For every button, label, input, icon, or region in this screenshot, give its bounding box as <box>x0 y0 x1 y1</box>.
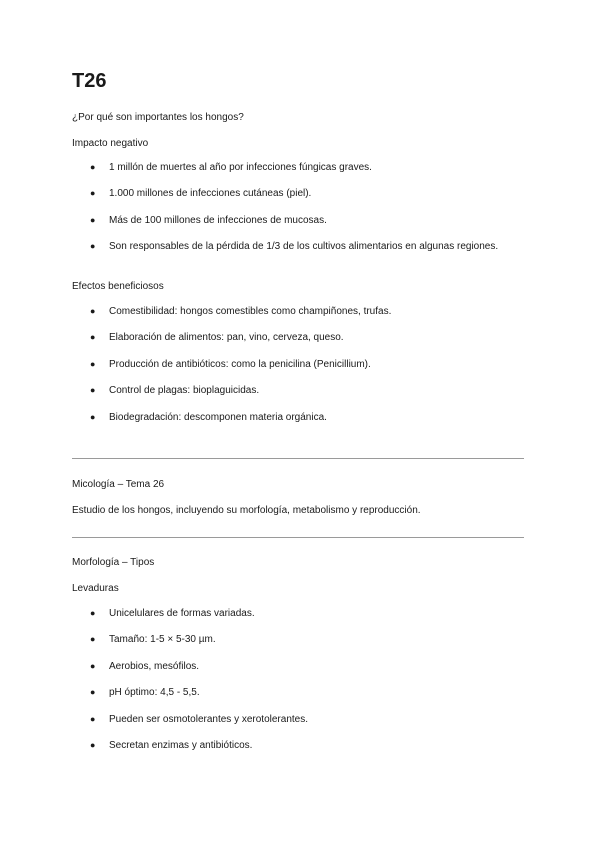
micology-heading: Micología – Tema 26 <box>72 479 165 490</box>
micology-description: Estudio de los hongos, incluyendo su morfología, metabolismo y reproducción. <box>72 505 421 516</box>
bullet-icon: ● <box>90 739 96 750</box>
bullet-icon: ● <box>90 332 96 343</box>
beneficial-heading: Efectos beneficiosos <box>72 281 164 292</box>
bullet-icon: ● <box>90 634 96 645</box>
bullet-icon: ● <box>90 188 96 199</box>
bullet-icon: ● <box>90 660 96 671</box>
bullet-icon: ● <box>90 162 96 172</box>
bullet-icon: ● <box>90 358 96 369</box>
document-page: T26 ¿Por qué son importantes los hongos? Impacto negativo ● 1 millón de muertes al año por infecciones fúngicas graves. ● 1.000 millones de infecciones cutáneas (piel). ● Más de 100 millones de infecciones de mucosas. ● Son responsables de la pérdida de 1/3 de los cultivos alimentarios en algunas regiones. Efectos beneficiosos ● Comestibilidad: hongos comestibles como champiñones, trufas. ● Elaboración de alimentos: pan, vino, cerveza, queso. ● Producción de antibióticos: como la penicilina (Penicillium). ● Control de plagas: bioplaguicidas. ● Biodegradación: descomponen materia orgánica. Micología – Tema 26 Estudio de los hongos, incluyendo su morfología, metabolismo y reproducción. Morfología – Tipos Levaduras ● Unicelulares de formas variadas. ● Tamaño: 1-5 × 5-30 µm. ● Aerobios, mesófilos. ● pH óptimo: 4,5 - 5,5. ● Pueden ser osmotolerantes y xerotolerantes. ● Secretan enzimas y antibióticos. <box>0 0 600 848</box>
bullet-icon: ● <box>90 214 96 225</box>
morphology-heading: Morfología – Tipos <box>72 557 155 568</box>
intro-question: ¿Por qué son importantes los hongos? <box>72 112 244 123</box>
horizontal-divider <box>72 458 524 459</box>
bullet-icon: ● <box>90 608 96 618</box>
bullet-icon: ● <box>90 306 96 316</box>
morphology-subheading: Levaduras <box>72 583 119 594</box>
bullet-icon: ● <box>90 687 96 698</box>
page-title: T26 <box>72 70 107 92</box>
negative-heading: Impacto negativo <box>72 138 149 149</box>
bullet-icon: ● <box>90 713 96 724</box>
bullet-icon: ● <box>90 241 96 252</box>
horizontal-divider <box>72 537 524 538</box>
bullet-icon: ● <box>90 385 96 396</box>
bullet-icon: ● <box>90 411 96 422</box>
